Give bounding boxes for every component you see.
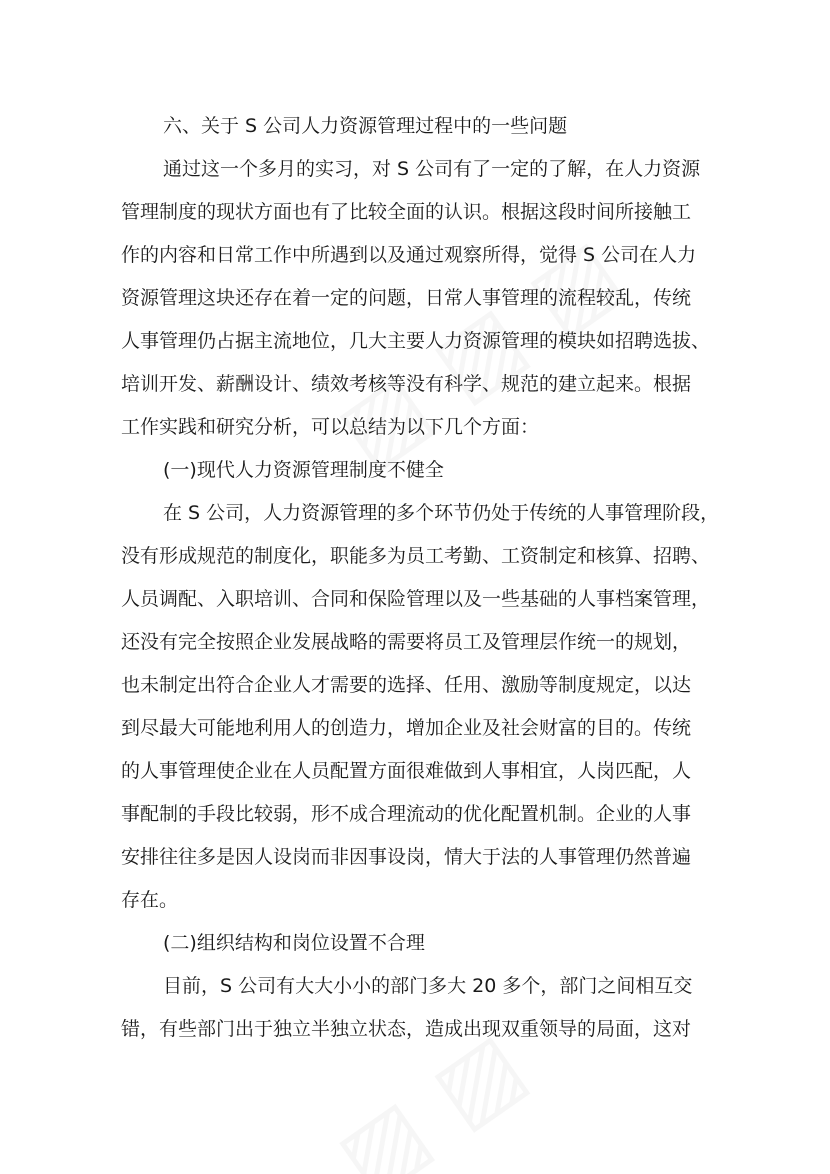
paragraph-line: 事配制的手段比较弱，形不成合理流动的优化配置机制。企业的人事: [121, 803, 692, 825]
paragraph-line: 的人事管理使企业在人员配置方面很难做到人事相宜，人岗匹配，人: [121, 760, 692, 782]
paragraph-line: 管理制度的现状方面也有了比较全面的认识。根据这段时间所接触工: [121, 201, 692, 223]
paragraph-line: 培训开发、薪酬设计、绩效考核等没有科学、规范的建立起来。根据: [121, 373, 692, 395]
paragraph-line: 人事管理仍占据主流地位，几大主要人力资源管理的模块如招聘选拔、: [121, 330, 711, 352]
paragraph-line: 没有形成规范的制度化，职能多为员工考勤、工资制定和核算、招聘、: [121, 545, 711, 567]
paragraph-line: 也未制定出符合企业人才需要的选择、任用、激励等制度规定，以达: [121, 674, 692, 696]
paragraph-line: 在 S 公司，人力资源管理的多个环节仍处于传统的人事管理阶段，: [163, 502, 720, 524]
paragraph-line: 安排往往多是因人设岗而非因事设岗，情大于法的人事管理仍然普遍: [121, 846, 692, 868]
paragraph-line: 工作实践和研究分析，可以总结为以下几个方面：: [121, 416, 540, 438]
document-body: [121, 105, 721, 1051]
paragraph-line: 人员调配、入职培训、合同和保险管理以及一些基础的人事档案管理，: [121, 588, 711, 610]
paragraph-line: 错，有些部门出于独立半独立状态，造成出现双重领导的局面，这对: [121, 1018, 692, 1040]
paragraph-line: 作的内容和日常工作中所遇到以及通过观察所得，觉得 S 公司在人力: [121, 244, 697, 266]
section-heading: 六、关于 S 公司人力资源管理过程中的一些问题: [163, 115, 568, 137]
paragraph-line: 通过这一个多月的实习，对 S 公司有了一定的了解，在人力资源: [163, 158, 701, 180]
paragraph-line: 资源管理这块还存在着一定的问题，日常人事管理的流程较乱，传统: [121, 287, 692, 309]
paragraph-line: 存在。: [121, 889, 179, 911]
subsection-heading: (一)现代人力资源管理制度不健全: [163, 459, 444, 481]
paragraph-line: 到尽最大可能地利用人的创造力，增加企业及社会财富的目的。传统: [121, 717, 692, 739]
paragraph-line: 目前，S 公司有大大小小的部门多大 20 多个，部门之间相互交: [163, 975, 693, 997]
paragraph-line: 还没有完全按照企业发展战略的需要将员工及管理层作统一的规划，: [121, 631, 692, 653]
subsection-heading: (二)组织结构和岗位设置不合理: [163, 932, 425, 954]
